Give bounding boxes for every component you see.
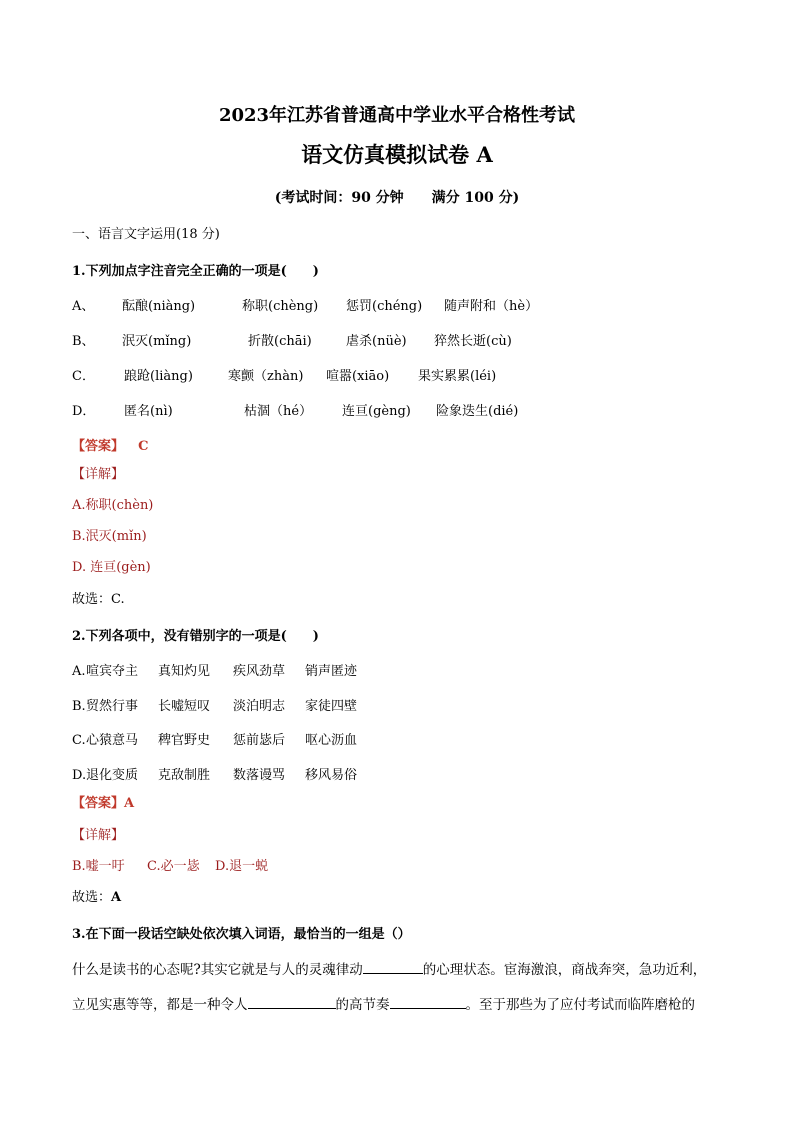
option-label: B. [72, 699, 86, 714]
question-3-paragraph-line-2 [72, 996, 695, 1014]
question-1-stem: 1.下列加点字注音完全正确的一项是( ) [72, 264, 319, 279]
option-item: 心猿意马 [86, 733, 139, 748]
option-item: 呕心沥血 [305, 733, 358, 748]
question-1-detail-line: A.称职(chèn) [72, 498, 154, 513]
option-item: 虐杀(nüè) [346, 334, 407, 349]
option-item: 随声附和（hè） [444, 299, 539, 314]
paper-subtitle: 语文仿真模拟试卷 A [301, 142, 493, 167]
detail-item: D.退一蜕 [215, 859, 269, 874]
option-item: 家徒四壁 [305, 699, 358, 714]
option-label: D. [72, 768, 87, 783]
detail-item: B.嘘一吁 [72, 859, 125, 874]
option-item: 真知灼见 [158, 664, 211, 679]
option-item: 果实累累(léi) [418, 369, 497, 384]
answer-label: 【答案】 [72, 439, 125, 454]
option-label: C. [72, 733, 86, 748]
question-2-option-c [72, 732, 357, 750]
question-2-option-b [72, 698, 357, 716]
question-2-stem: 2.下列各项中，没有错别字的一项是( ) [72, 629, 319, 644]
option-item: 枯涸（hé） [244, 404, 313, 419]
paragraph-text: 什么是读书的心态呢?其实它就是与人的灵魂律动 [72, 962, 363, 978]
option-label: D． [72, 404, 96, 419]
option-item: 匿名(nì) [124, 404, 173, 419]
option-item: 惩前毖后 [233, 733, 286, 748]
option-item: 酝酿(niàng) [122, 299, 196, 314]
option-label: A. [72, 664, 86, 679]
option-item: 移风易俗 [305, 768, 358, 783]
detail-item: C.必一毖 [147, 859, 200, 874]
question-1-answer [72, 438, 149, 456]
option-item: 销声匿迹 [305, 664, 358, 679]
option-item: 淡泊明志 [233, 699, 286, 714]
conclusion-prefix: 故选： [72, 890, 112, 905]
option-item: 惩罚(chéng) [346, 299, 423, 314]
question-1-detail-line: D. 连亘(gèn) [72, 560, 151, 575]
question-2-detail-label: 【详解】 [72, 828, 125, 843]
option-item: 折散(chāi) [248, 334, 312, 349]
paragraph-text: 的高节奏 [335, 997, 390, 1013]
option-item: 疾风劲草 [233, 664, 286, 679]
option-item: 贸然行事 [86, 699, 139, 714]
question-2-conclusion [72, 889, 121, 907]
question-3-paragraph-line-1 [72, 961, 706, 979]
exam-title: 2023年江苏省普通高中学业水平合格性考试 [218, 105, 576, 126]
option-item: 稗官野史 [158, 733, 211, 748]
fill-blank-2 [248, 996, 336, 1009]
question-1-option-b [72, 333, 512, 351]
option-item: 猝然长逝(cù) [434, 334, 512, 349]
question-2-option-a [72, 663, 357, 681]
option-item: 克敌制胜 [158, 768, 211, 783]
option-item: 险象迭生(dié) [436, 404, 519, 419]
question-1-conclusion: 故选：C. [72, 592, 125, 607]
option-label: C． [72, 369, 95, 384]
question-1-option-d [72, 403, 518, 421]
paragraph-text: 。至于那些为了应付考试而临阵磨枪的 [465, 997, 695, 1013]
question-1-detail-label: 【详解】 [72, 467, 125, 482]
paragraph-text: 的心理状态。宦海激浪，商战奔突，急功近利， [422, 962, 707, 978]
question-1-detail-line: B.泯灭(mǐn) [72, 529, 147, 544]
fill-blank-1 [363, 961, 423, 974]
option-label: A、 [72, 299, 95, 314]
question-2-option-d [72, 767, 357, 785]
question-1-option-a [72, 298, 538, 316]
question-2-details [72, 858, 268, 876]
option-item: 退化变质 [86, 768, 139, 783]
answer-value: C [138, 439, 149, 454]
answer-label: 【答案】 [72, 796, 125, 811]
option-item: 喧嚣(xiāo) [326, 369, 390, 384]
exam-info: (考试时间：90 分钟 满分 100 分) [274, 190, 520, 206]
question-2-answer [72, 795, 134, 813]
option-item: 连亘(gèng) [342, 404, 411, 419]
question-3-stem: 3.在下面一段话空缺处依次填入词语，最恰当的一组是（） [72, 927, 411, 942]
option-label: B、 [72, 334, 95, 349]
answer-value: A [124, 796, 135, 811]
option-item: 称职(chèng) [242, 299, 319, 314]
option-item: 喧宾夺主 [86, 664, 139, 679]
option-item: 长嘘短叹 [158, 699, 211, 714]
fill-blank-3 [390, 996, 466, 1009]
option-item: 踉跄(liàng) [124, 369, 193, 384]
option-item: 数落谩骂 [233, 768, 286, 783]
option-item: 寒颤（zhàn) [228, 369, 304, 384]
question-1-option-c [72, 368, 496, 386]
conclusion-value: A [111, 890, 122, 905]
paragraph-text: 立见实惠等等，都是一种令人 [72, 997, 248, 1013]
section-heading: 一、语言文字运用(18 分) [72, 227, 220, 242]
option-item: 泯灭(mǐng) [122, 334, 192, 349]
